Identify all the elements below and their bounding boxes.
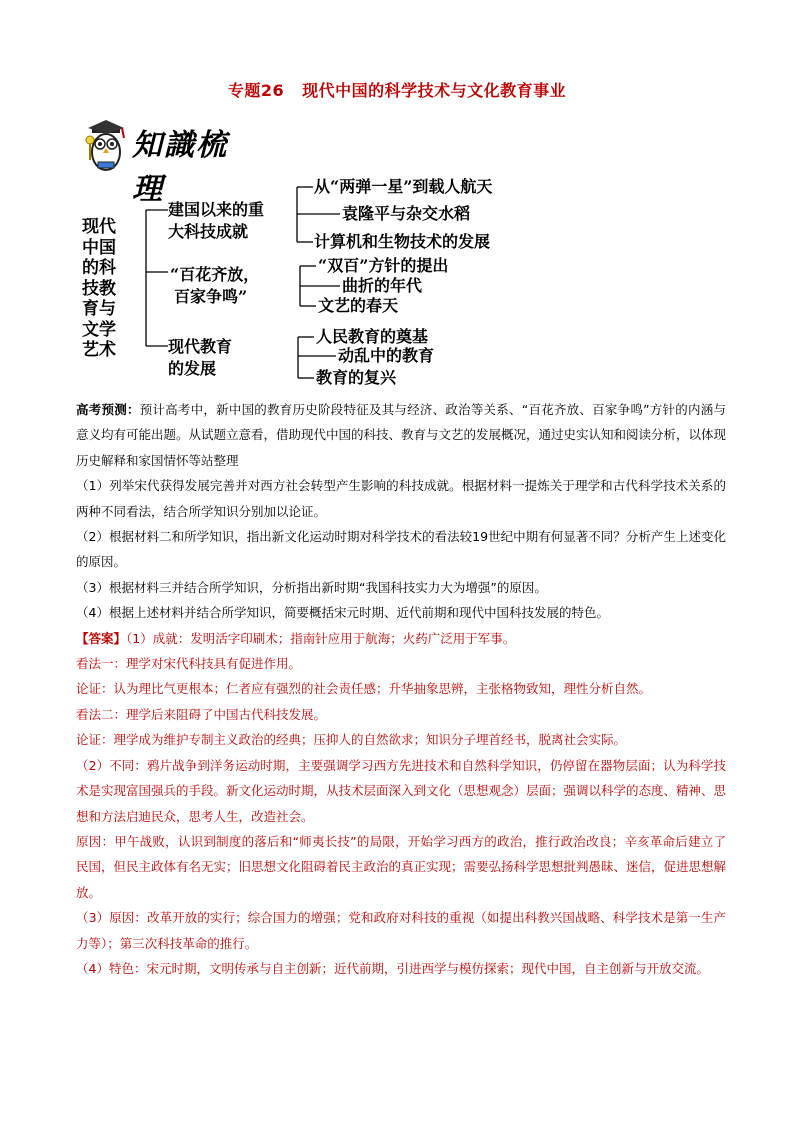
question-4: （4）根据上述材料并结合所学知识，简要概括宋元时期、近代前期和现代中国科技发展的特色。	[76, 605, 609, 621]
branch-label-3	[168, 336, 232, 380]
answer-paragraph-1	[76, 626, 726, 651]
question-3: （3）根据材料三并结合所学知识，分析指出新时期“我国科技实力大为增强”的原因。	[76, 579, 547, 595]
branch-label-2	[170, 264, 259, 308]
answer-paragraph-6: （2）不同：鸦片战争到洋务运动时期，主要强调学习西方先进技术和自然科学知识，仍停留在器物层面；认为科学技术是实现富国强兵的手段。新文化运动时期，从技术层面深入到文化（思想观念）层面；强调以科学的态度、精神、思想和方法启迪民众，思考人生，改造社会。	[76, 757, 727, 824]
branch-3-line-2: 的发展	[168, 359, 217, 378]
leaf-1-1: 从“两弹一星”到载人航天	[314, 177, 493, 196]
leaf-1-2: 袁隆平与杂交水稻	[342, 204, 471, 223]
topic-number: 专题26	[227, 81, 285, 100]
leaf-2-1: “双百”方针的提出	[318, 256, 449, 275]
question-2: （2）根据材料二和所学知识，指出新文化运动时期对科学技术的看法较19世纪中期有何显著不同？分析产生上述变化的原因。	[76, 529, 726, 570]
answer-paragraph-9: （4）特色：宋元时期，文明传承与自主创新；近代前期，引进西学与模仿探索；现代中国，自主创新与开放交流。	[76, 960, 709, 976]
answer-paragraph-8: （3）原因：改革开放的实行；综合国力的增强；党和政府对科技的重视（如提出科教兴国战略、科学技术是第一生产力等）；第三次科技革命的推行。	[76, 910, 726, 951]
branch-1-line-1: 建国以来的重	[168, 200, 265, 219]
answer-label: 【答案】	[76, 630, 127, 646]
answer-paragraph-3: 论证：认为理比气更根本；仁者应有强烈的社会责任感；升华抽象思辨，主张格物致知，理性分析自然。	[76, 681, 652, 697]
logo-text: 知識梳理	[132, 128, 228, 207]
mindmap-root: 现代中国的科技教育与文学艺术	[82, 217, 116, 360]
leaf-1-3: 计算机和生物技术的发展	[314, 232, 491, 251]
document-body	[76, 397, 726, 981]
prediction-text: 预计高考中，新中国的教育历史阶段特征及其与经济、政治等关系、“百花齐放、百家争鸣”方针的内涵与意义均有可能出题。从试题立意看，借助现代中国的科技、教育与文艺的发展概况，通过史实认知和阅读分析，以体现历史解释和家国情怀等站整理	[76, 402, 727, 468]
branch-2-line-1: “百花齐放，	[170, 265, 260, 284]
branch-1-line-2: 大科技成就	[168, 222, 249, 241]
answer-paragraph-2: 看法一：理学对宋代科技具有促进作用。	[76, 656, 302, 672]
leaf-2-3: 文艺的春天	[318, 296, 399, 315]
answer-text-1: （1）成就：发明活字印刷术；指南针应用于航海；火药广泛用于军事。	[126, 630, 516, 646]
leaf-2-2: 曲折的年代	[342, 276, 423, 295]
answer-paragraph-4: 看法二：理学后来阻碍了中国古代科技发展。	[76, 706, 327, 722]
leaf-3-1: 人民教育的奠基	[316, 327, 429, 346]
branch-label-1	[168, 199, 264, 243]
topic-name: 现代中国的科学技术与文化教育事业	[302, 81, 567, 100]
prediction-paragraph	[76, 397, 726, 473]
answer-paragraph-7: 原因：甲午战败，认识到制度的落后和“师夷长技”的局限，开始学习西方的政治，推行政治改良；辛亥革命后建立了民国，但民主政体有名无实；旧思想文化阻碍着民主政治的真正实现；需要弘扬科学思想批判愚昧、迷信，促进思想解放。	[76, 833, 727, 900]
branch-3-line-1: 现代教育	[168, 337, 233, 356]
question-1: （1）列举宋代获得发展完善并对西方社会转型产生影响的科技成就。根据材料一提炼关于理学和古代科学技术关系的两种不同看法，结合所学知识分别加以论证。	[76, 478, 726, 519]
leaf-3-2: 动乱中的教育	[338, 346, 435, 365]
branch-2-line-2: 百家争鸣”	[174, 287, 248, 306]
answer-paragraph-5: 论证：理学成为维护专制主义政治的经典；压抑人的自然欲求；知识分子埋首经书，脱离社会实际。	[76, 732, 627, 748]
leaf-3-3: 教育的复兴	[316, 368, 397, 387]
prediction-label: 高考预测：	[76, 402, 140, 417]
